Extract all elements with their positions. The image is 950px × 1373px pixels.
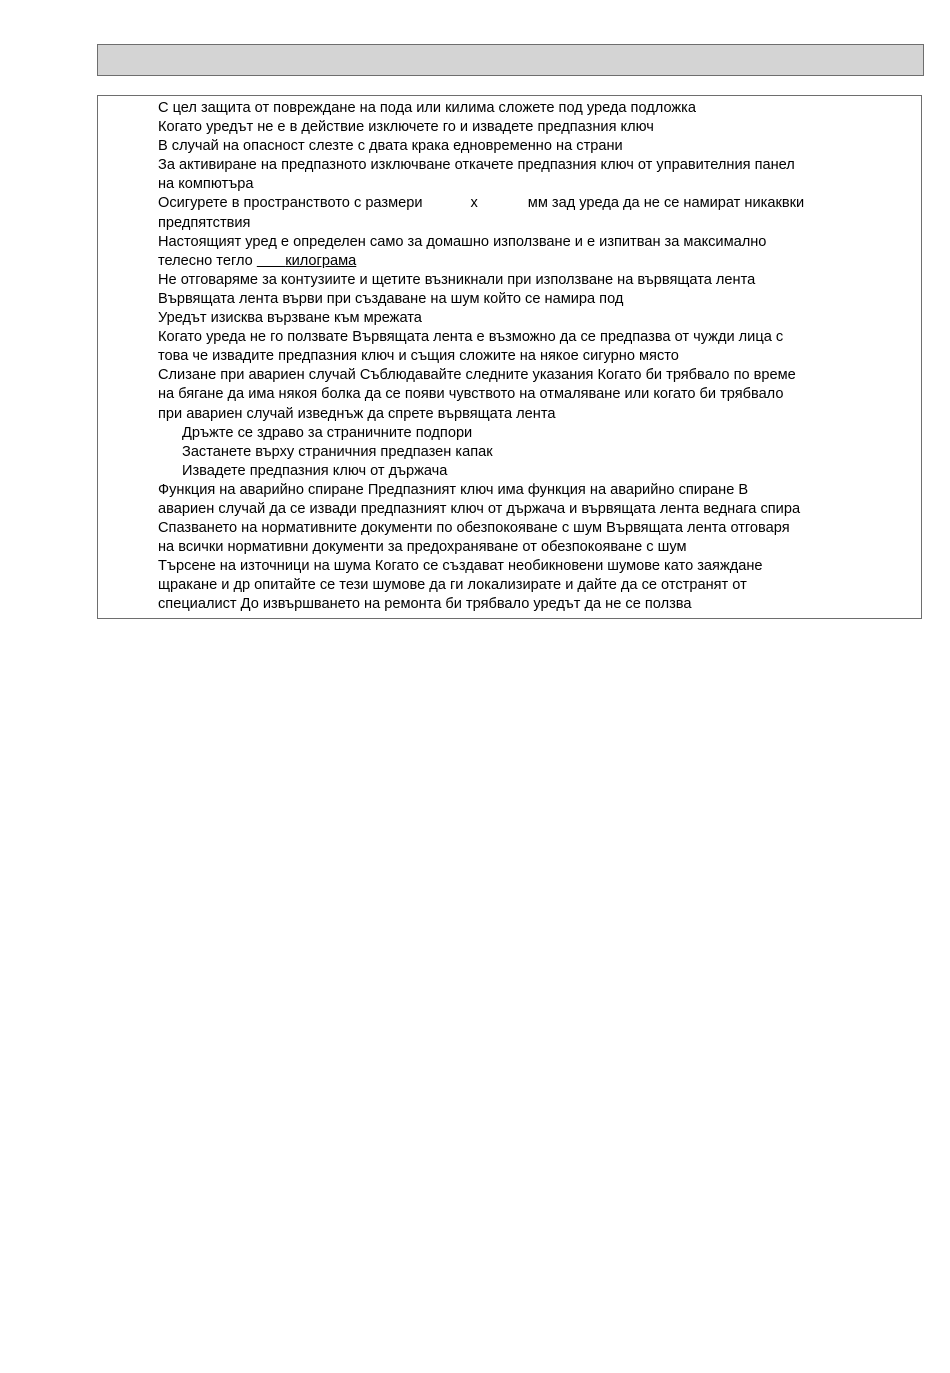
max-weight-label: телесно тегло bbox=[158, 252, 253, 269]
text-line: Спазването на нормативните документи по обезпокояване с шум Вървящата лента отговаря bbox=[158, 520, 790, 537]
text-line-dimensions bbox=[158, 194, 903, 213]
text-line: За активиране на предпазното изключване откачете предпазния ключ от управителния панел bbox=[158, 157, 795, 174]
section-header-bar bbox=[97, 44, 924, 76]
text-line-max-weight bbox=[158, 252, 903, 271]
text-line: Функция на аварийно спиране Предпазният ключ има функция на аварийно спиране В bbox=[158, 481, 749, 498]
text-line: щракане и др опитайте се тези шумове да ги локализирате и дайте да се отстранят от bbox=[158, 577, 747, 594]
text-line: Настоящият уред е определен само за домашно използване и е изпитван за максимално bbox=[158, 233, 767, 250]
text-line: Търсене на източници на шума Когато се създават необикновени шумове като заяждане bbox=[158, 558, 763, 575]
max-weight-unit: килограма bbox=[285, 252, 357, 269]
text-line: Не отговаряме за контузиите и щетите възникнали при използване на вървящата лента bbox=[158, 271, 756, 288]
text-line: Вървящата лента върви при създаване на шум който се намира под bbox=[158, 290, 624, 307]
text-line: В случай на опасност слезте с двата крака едновременно на страни bbox=[158, 138, 623, 155]
max-weight-blank bbox=[257, 253, 285, 269]
text-line: авариен случай да се извади предпазният ключ от държача и вървящата лента веднага спира bbox=[158, 500, 801, 517]
text-line: Слизане при авариен случай Съблюдавайте следните указания Когато би трябвало по време bbox=[158, 367, 796, 384]
dimensions-text-start: Осигурете в пространството с размери bbox=[158, 195, 423, 212]
text-line: Уредът изисква вързване към мрежата bbox=[158, 310, 422, 327]
safety-instructions-box bbox=[97, 95, 922, 619]
text-line: Когато уредът не е в действие изключете го и извадете предпазния ключ bbox=[158, 119, 654, 136]
text-line: при авариен случай изведнъж да спрете вървящата лента bbox=[158, 405, 556, 422]
text-line: това че извадите предпазния ключ и същия сложите на някое сигурно място bbox=[158, 348, 679, 365]
text-line: на компютъра bbox=[158, 176, 254, 193]
list-item: Дръжте се здраво за страничните подпори bbox=[182, 424, 473, 441]
text-line: предпятствия bbox=[158, 214, 251, 231]
list-item: Застанете върху страничния предпазен капак bbox=[182, 443, 493, 460]
dimensions-separator: x bbox=[470, 195, 478, 212]
text-line: специалист До извършването на ремонта би трябвало уредът да не се ползва bbox=[158, 596, 692, 613]
text-line: Когато уреда не го ползвате Вървящата лента е възможно да се предпазва от чужди лица с bbox=[158, 329, 784, 346]
instructions-text bbox=[158, 99, 903, 615]
dimensions-text-end: мм зад уреда да не се намират никаквки bbox=[527, 195, 805, 212]
text-line: на бягане да има някоя болка да се появи чувството на отмаляване или когато би трябвало bbox=[158, 386, 784, 403]
list-item: Извадете предпазния ключ от държача bbox=[182, 462, 448, 479]
text-line: на всички нормативни документи за предохраняване от обезпокояване с шум bbox=[158, 539, 687, 556]
text-line: С цел защита от повреждане на пода или килима сложете под уреда подложка bbox=[158, 100, 696, 116]
